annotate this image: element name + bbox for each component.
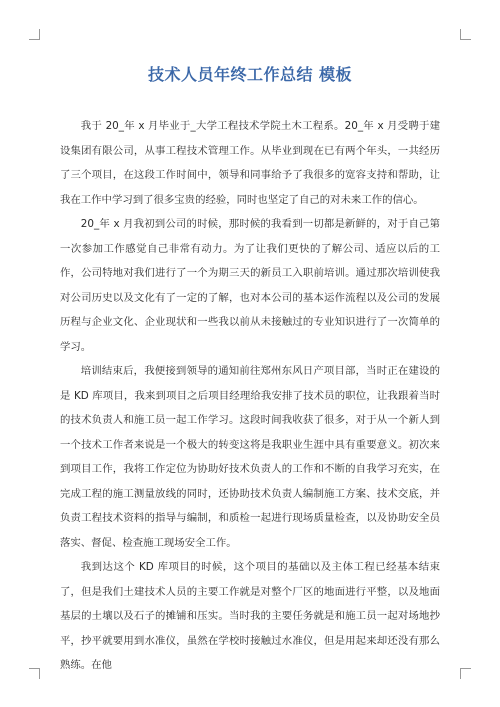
paragraph-4: 我到达这个 KD 库项目的时候，这个项目的基础以及主体工程已经基本结束了，但是我们土建技术人员的主要工作就是对整个厂区的地面进行平整，以及地面基层的土壤以及石子的摊铺和压实。当时我的主要任务就是和施工员一起对场地抄平，抄平就要用到水准仪，虽然在学校时接触过水准仪，但是用起来却还没有那么熟练。在他	[60, 561, 440, 671]
crop-mark-top-left	[29, 29, 40, 40]
paragraph-2: 20_年 x 月我初到公司的时候，那时候的我看到一切都是新鲜的，对于自己第一次参加工作感觉自己非常有动力。为了让我们更快的了解公司、适应以后的工作，公司特地对我们进行了一个为期三天的新员工入职前培训。通过那次培训使我对公司历史以及文化有了一定的了解，也对本公司的基本运作流程以及公司的发展历程与企业文化、企业现状和一些我以前从未接触过的专业知识进行了一次简单的学习。	[60, 218, 440, 353]
document-title: 技术人员年终工作总结 模板	[147, 65, 353, 84]
paragraph-1: 我于 20_年 x 月毕业于_大学工程技术学院土木工程系。20_年 x 月受聘于建设集团有限公司，从事工程技术管理工作。从毕业到现在已有两个年头，一共经历了三个项目，在这段工作时间中，领导和同事给予了我很多的宽容支持和帮助，让我在工作中学习到了很多宝贵的经验，同时也坚定了自己的对未来工作的信心。	[60, 120, 440, 206]
crop-mark-bottom-right	[460, 668, 471, 679]
crop-mark-top-right	[460, 29, 471, 40]
document-body	[60, 114, 440, 678]
crop-mark-bottom-left	[29, 668, 40, 679]
paragraph-3: 培训结束后，我便接到领导的通知前往郑州东风日产项目部，当时正在建设的是 KD 库项目，我来到项目之后项目经理给我安排了技术员的职位，让我跟着当时的技术负责人和施工员一起工作学习。这段时间我收获了很多，对于从一个新人到一个技术工作者来说是一个极大的转变这将是我职业生涯中具有重要意义。初次来到项目工作，我将工作定位为协助好技术负责人的工作和不断的自我学习充实，在完成工程的施工测量放线的同时，还协助技术负责人编制施工方案、技术交底，并负责工程技术资料的指导与编制，和质检一起进行现场质量检查，以及协助安全员落实、督促、检查施工现场安全工作。	[60, 365, 440, 549]
